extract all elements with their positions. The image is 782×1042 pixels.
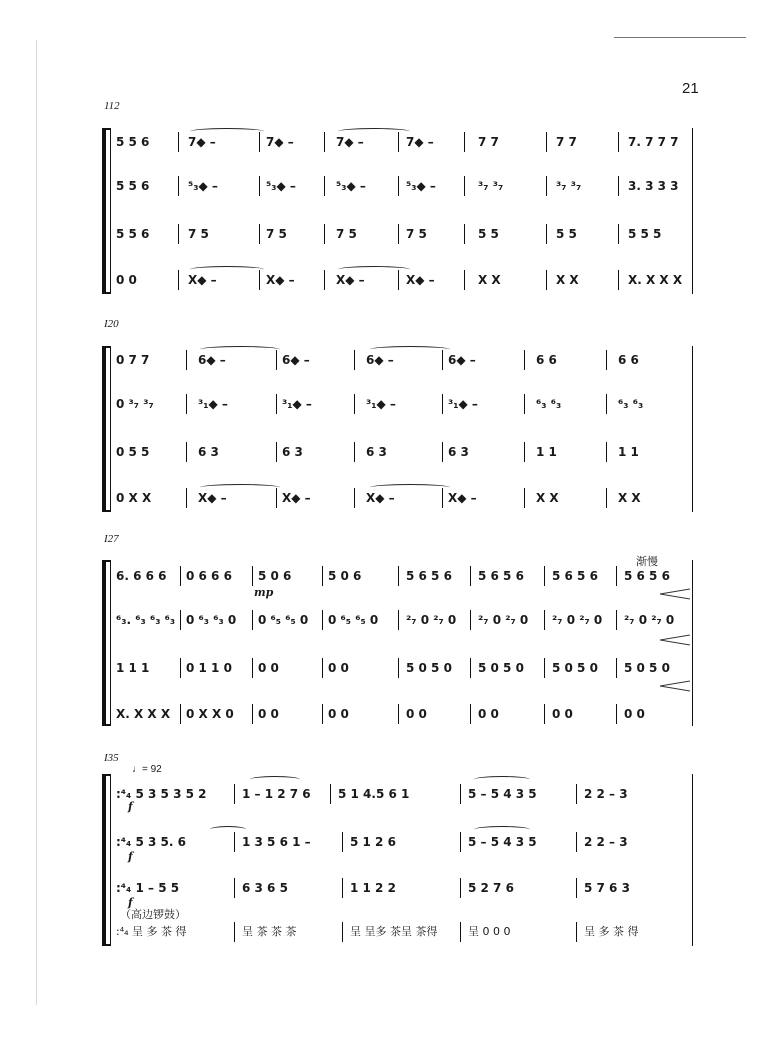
barline xyxy=(524,442,525,462)
crescendo-hairpin xyxy=(660,680,690,692)
measure: 5 0 5 0 xyxy=(624,661,670,675)
barline xyxy=(398,704,399,724)
tempo-marking: ♩= 92 xyxy=(132,764,162,775)
measure: 5 6 5 6 xyxy=(478,569,524,583)
measure: X◆ – xyxy=(198,491,227,505)
measure: X X xyxy=(618,491,641,505)
measure: X◆ – xyxy=(406,273,435,287)
barline xyxy=(398,658,399,678)
measure: ⁵₃◆ – xyxy=(188,179,218,193)
dynamic-f: f xyxy=(128,850,133,863)
barline xyxy=(616,610,617,630)
measure: ³₇ ³₇ xyxy=(478,179,504,193)
measure: 3. 3 3 3 xyxy=(628,179,679,193)
measure: 6 3 xyxy=(448,445,469,459)
tie-slur xyxy=(250,776,300,783)
barline xyxy=(464,132,465,152)
barline xyxy=(354,442,355,462)
barline xyxy=(546,224,547,244)
measure: 6◆ – xyxy=(366,353,394,367)
tie-slur xyxy=(210,826,246,833)
measure: 7◆ – xyxy=(188,135,216,149)
measure: 1 1 1 xyxy=(116,661,150,675)
barline xyxy=(324,176,325,196)
barline xyxy=(576,832,577,852)
measure: 5 – 5 4 3 5 xyxy=(468,835,537,849)
barline xyxy=(178,132,179,152)
system-number-135: I35 xyxy=(104,752,119,764)
measure: 5 – 5 4 3 5 xyxy=(468,787,537,801)
rit-marking: 渐慢 xyxy=(636,556,658,568)
system-line xyxy=(110,560,111,726)
barline xyxy=(544,566,545,586)
barline xyxy=(259,224,260,244)
barline xyxy=(342,922,343,942)
measure: 7 7 xyxy=(556,135,577,149)
system-bracket xyxy=(102,346,106,512)
measure: ³₁◆ – xyxy=(198,397,228,411)
barline xyxy=(464,176,465,196)
measure: 5 6 5 6 xyxy=(624,569,670,583)
barline xyxy=(576,878,577,898)
barline xyxy=(398,270,399,290)
measure: X X xyxy=(536,491,559,505)
measure: X◆ – xyxy=(336,273,365,287)
measure: X X xyxy=(556,273,579,287)
measure: 5 2 7 6 xyxy=(468,881,514,895)
barline xyxy=(460,878,461,898)
barline xyxy=(252,566,253,586)
system-bracket xyxy=(102,774,106,946)
measure: :⁴₄ 1 – 5 5 xyxy=(116,881,180,895)
barline xyxy=(180,704,181,724)
barline xyxy=(178,270,179,290)
measure: ⁶₃ ⁶₃ xyxy=(618,397,644,411)
tie-slur xyxy=(200,346,280,353)
barline xyxy=(606,394,607,414)
measure: 6◆ – xyxy=(448,353,476,367)
barline xyxy=(322,658,323,678)
measure: ²₇ 0 ²₇ 0 xyxy=(478,613,529,627)
tie-slur xyxy=(474,776,530,783)
barline xyxy=(252,610,253,630)
barline xyxy=(524,394,525,414)
dynamic-mp: mp xyxy=(254,586,274,599)
measure: 5 0 6 xyxy=(328,569,362,583)
measure: 5 0 5 0 xyxy=(406,661,452,675)
measure: 7 5 xyxy=(336,227,357,241)
barline xyxy=(546,132,547,152)
measure: :⁴₄ 5 3 5 3 5 2 xyxy=(116,787,207,801)
measure: 0 X X xyxy=(116,491,152,505)
measure: 1 3 5 6 1 – xyxy=(242,835,311,849)
barline xyxy=(398,610,399,630)
measure: X◆ – xyxy=(266,273,295,287)
dynamic-f: f xyxy=(128,800,133,813)
barline xyxy=(442,350,443,370)
barline xyxy=(464,270,465,290)
barline xyxy=(618,132,619,152)
barline xyxy=(276,350,277,370)
measure: ²₇ 0 ²₇ 0 xyxy=(624,613,675,627)
measure: :⁴₄ 5 3 5. 6 xyxy=(116,835,186,849)
barline xyxy=(234,784,235,804)
measure: ³₇ ³₇ xyxy=(556,179,582,193)
measure: 0 ³₇ ³₇ xyxy=(116,397,154,411)
measure: ⁵₃◆ – xyxy=(406,179,436,193)
barline xyxy=(322,566,323,586)
measure: 7◆ – xyxy=(266,135,294,149)
measure: 5 1 4.5 6 1 xyxy=(338,787,410,801)
barline xyxy=(322,610,323,630)
measure: 5 5 xyxy=(556,227,577,241)
system-number-120: I20 xyxy=(104,318,119,330)
measure: 5 5 6 xyxy=(116,227,150,241)
barline xyxy=(398,132,399,152)
barline xyxy=(186,350,187,370)
measure: 6 3 xyxy=(366,445,387,459)
tie-slur xyxy=(338,266,410,273)
measure: 7 5 xyxy=(266,227,287,241)
measure: 呈 0 0 0 xyxy=(468,925,511,938)
system-line xyxy=(110,774,111,946)
barline xyxy=(180,610,181,630)
barline xyxy=(354,350,355,370)
barline xyxy=(276,442,277,462)
measure: ²₇ 0 ²₇ 0 xyxy=(552,613,603,627)
barline xyxy=(398,566,399,586)
system-end-bar xyxy=(692,774,693,946)
measure: 0 0 xyxy=(552,707,573,721)
measure: 5 5 5 xyxy=(628,227,662,241)
barline xyxy=(186,394,187,414)
measure: 6 3 6 5 xyxy=(242,881,288,895)
measure: ³₁◆ – xyxy=(448,397,478,411)
measure: 0 ⁶₅ ⁶₅ 0 xyxy=(258,613,309,627)
barline xyxy=(324,224,325,244)
barline xyxy=(470,704,471,724)
barline xyxy=(546,176,547,196)
barline xyxy=(546,270,547,290)
measure: :⁴₄ 呈 多 茶 得 xyxy=(116,925,187,938)
tie-slur xyxy=(190,266,264,273)
barline xyxy=(342,832,343,852)
measure: ³₁◆ – xyxy=(282,397,312,411)
measure: 呈 多 茶 得 xyxy=(584,925,639,938)
measure: 0 0 xyxy=(406,707,427,721)
barline xyxy=(470,658,471,678)
barline xyxy=(618,224,619,244)
measure: 7 5 xyxy=(406,227,427,241)
measure: X◆ – xyxy=(366,491,395,505)
measure: ⁵₃◆ – xyxy=(266,179,296,193)
measure: 6 6 xyxy=(618,353,639,367)
measure: 1 1 xyxy=(536,445,557,459)
measure: ⁶₃ ⁶₃ xyxy=(536,397,562,411)
barline xyxy=(606,488,607,508)
measure: 呈 茶 茶 茶 xyxy=(242,925,297,938)
measure: 呈 呈多 茶呈 茶得 xyxy=(350,925,438,938)
measure: 5 5 6 xyxy=(116,135,150,149)
measure: X. X X X xyxy=(628,273,683,287)
measure: 1 – 1 2 7 6 xyxy=(242,787,311,801)
barline xyxy=(259,270,260,290)
measure: ⁶₃. ⁶₃ ⁶₃ ⁶₃ xyxy=(116,613,176,627)
measure: ³₁◆ – xyxy=(366,397,396,411)
barline xyxy=(259,132,260,152)
measure: 2 2 – 3 xyxy=(584,787,628,801)
measure: 6. 6 6 6 xyxy=(116,569,167,583)
barline xyxy=(180,566,181,586)
barline xyxy=(606,350,607,370)
barline xyxy=(616,566,617,586)
tie-slur xyxy=(200,484,280,491)
measure: 5 5 xyxy=(478,227,499,241)
measure: ⁵₃◆ – xyxy=(336,179,366,193)
system-number-112: 112 xyxy=(104,100,120,112)
barline xyxy=(276,394,277,414)
barline xyxy=(330,784,331,804)
barline xyxy=(398,224,399,244)
barline xyxy=(524,350,525,370)
barline xyxy=(398,176,399,196)
page-number: 21 xyxy=(682,80,699,97)
tie-slur xyxy=(474,826,530,833)
measure: ²₇ 0 ²₇ 0 xyxy=(406,613,457,627)
measure: X◆ – xyxy=(188,273,217,287)
measure: 0 5 5 xyxy=(116,445,150,459)
barline xyxy=(606,442,607,462)
system-end-bar xyxy=(692,346,693,512)
measure: 2 2 – 3 xyxy=(584,835,628,849)
barline xyxy=(324,132,325,152)
barline xyxy=(576,922,577,942)
barline xyxy=(544,610,545,630)
measure: 5 0 5 0 xyxy=(478,661,524,675)
measure: 7 7 xyxy=(478,135,499,149)
barline xyxy=(186,488,187,508)
measure: 0 0 xyxy=(328,661,349,675)
barline xyxy=(178,224,179,244)
barline xyxy=(544,658,545,678)
barline xyxy=(234,922,235,942)
measure: 0 0 xyxy=(328,707,349,721)
barline xyxy=(616,658,617,678)
barline xyxy=(576,784,577,804)
tie-slur xyxy=(338,128,410,135)
measure: 7 5 xyxy=(188,227,209,241)
barline xyxy=(470,610,471,630)
measure: 0 0 xyxy=(116,273,137,287)
measure: 0 0 xyxy=(624,707,645,721)
barline xyxy=(234,878,235,898)
measure: 0 0 xyxy=(478,707,499,721)
barline xyxy=(178,176,179,196)
measure: 7◆ – xyxy=(406,135,434,149)
measure: 5 0 6 xyxy=(258,569,292,583)
tie-slur xyxy=(190,128,264,135)
barline xyxy=(618,176,619,196)
barline xyxy=(618,270,619,290)
measure: X◆ – xyxy=(282,491,311,505)
measure: 5 5 6 xyxy=(116,179,150,193)
barline xyxy=(259,176,260,196)
barline xyxy=(322,704,323,724)
crescendo-hairpin xyxy=(660,634,690,646)
barline xyxy=(252,704,253,724)
measure: 0 X X 0 xyxy=(186,707,234,721)
barline xyxy=(252,658,253,678)
tie-slur xyxy=(370,346,450,353)
page-binding-line xyxy=(36,40,37,1005)
measure: 1 1 2 2 xyxy=(350,881,396,895)
crescendo-hairpin xyxy=(660,588,690,600)
measure: 5 0 5 0 xyxy=(552,661,598,675)
measure: X. X X X xyxy=(116,707,171,721)
measure: 6◆ – xyxy=(198,353,226,367)
measure: 5 7 6 3 xyxy=(584,881,630,895)
barline xyxy=(544,704,545,724)
barline xyxy=(616,704,617,724)
barline xyxy=(234,832,235,852)
measure: 6 3 xyxy=(282,445,303,459)
barline xyxy=(524,488,525,508)
barline xyxy=(180,658,181,678)
measure: 0 0 xyxy=(258,661,279,675)
measure: 6 6 xyxy=(536,353,557,367)
measure: 0 ⁶₅ ⁶₅ 0 xyxy=(328,613,379,627)
system-bracket xyxy=(102,560,106,726)
measure: 6◆ – xyxy=(282,353,310,367)
barline xyxy=(354,488,355,508)
measure: 0 1 1 0 xyxy=(186,661,232,675)
barline xyxy=(460,784,461,804)
measure: 0 7 7 xyxy=(116,353,150,367)
measure: 5 6 5 6 xyxy=(552,569,598,583)
dynamic-f: f xyxy=(128,896,133,909)
barline xyxy=(470,566,471,586)
system-line xyxy=(110,128,111,294)
system-line xyxy=(110,346,111,512)
measure: 7◆ – xyxy=(336,135,364,149)
system-end-bar xyxy=(692,560,693,726)
barline xyxy=(460,832,461,852)
barline xyxy=(464,224,465,244)
header-rule xyxy=(614,37,746,38)
measure: 0 ⁶₃ ⁶₃ 0 xyxy=(186,613,237,627)
tie-slur xyxy=(370,484,450,491)
barline xyxy=(342,878,343,898)
system-number-127: I27 xyxy=(104,533,119,545)
barline xyxy=(460,922,461,942)
instrument-label: （高边锣鼓） xyxy=(120,909,186,921)
barline xyxy=(186,442,187,462)
barline xyxy=(442,442,443,462)
barline xyxy=(354,394,355,414)
measure: 0 0 xyxy=(258,707,279,721)
measure: 6 3 xyxy=(198,445,219,459)
measure: 5 6 5 6 xyxy=(406,569,452,583)
measure: 5 1 2 6 xyxy=(350,835,396,849)
system-bracket xyxy=(102,128,106,294)
measure: 1 1 xyxy=(618,445,639,459)
measure: 0 6 6 6 xyxy=(186,569,232,583)
measure: 7. 7 7 7 xyxy=(628,135,679,149)
measure: X X xyxy=(478,273,501,287)
barline xyxy=(442,488,443,508)
barline xyxy=(442,394,443,414)
barline xyxy=(276,488,277,508)
barline xyxy=(324,270,325,290)
measure: X◆ – xyxy=(448,491,477,505)
system-end-bar xyxy=(692,128,693,294)
